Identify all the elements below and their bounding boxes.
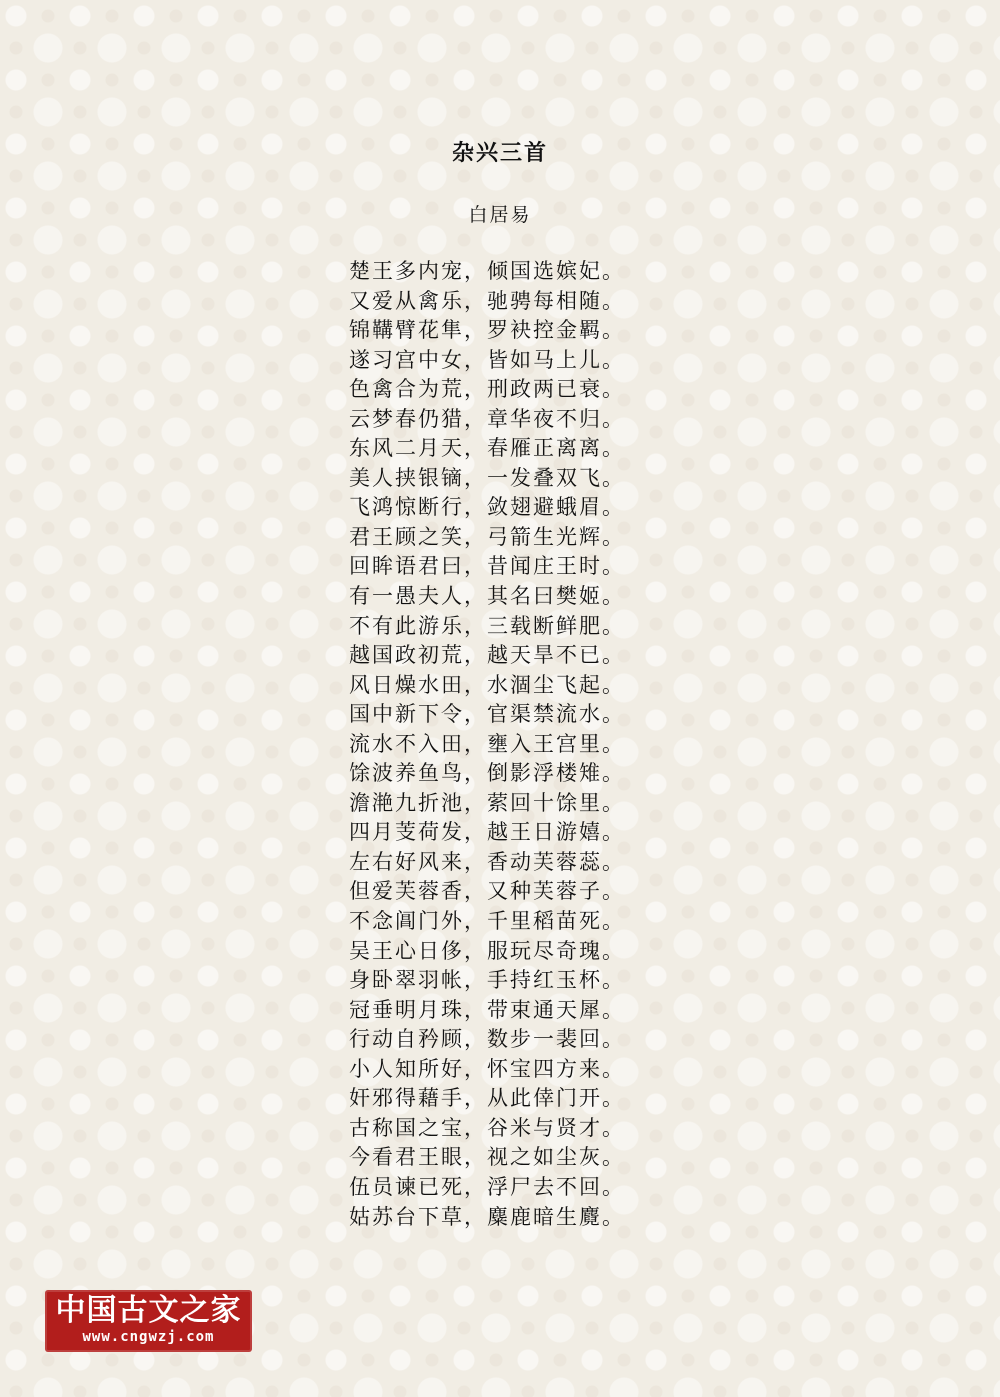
- poem-line: 身卧翠羽帐，手持红玉杯。: [349, 968, 625, 993]
- poem-line: 姑苏台下草，麋鹿暗生麑。: [349, 1204, 625, 1229]
- poem-line: 吴王心日侈，服玩尽奇瑰。: [349, 938, 625, 963]
- poem-line: 小人知所好，怀宝四方来。: [349, 1056, 625, 1081]
- poem-title: 杂兴三首: [451, 141, 548, 166]
- logo-url: www.cngwzj.com: [82, 1329, 215, 1345]
- poem-line: 国中新下令，官渠禁流水。: [349, 702, 625, 727]
- poem-line: 奸邪得藉手，从此倖门开。: [349, 1086, 625, 1111]
- poem-line: 风日燥水田，水涸尘飞起。: [349, 672, 625, 697]
- poem-line: 但爱芙蓉香，又种芙蓉子。: [349, 879, 625, 904]
- poem-line: 流水不入田，壅入王宫里。: [349, 731, 625, 756]
- poem-line: 又爱从禽乐，驰骋每相随。: [349, 288, 625, 313]
- poem-line: 云梦春仍猎，章华夜不归。: [349, 406, 625, 431]
- poem-line: 遂习宫中女，皆如马上儿。: [349, 347, 625, 372]
- poem-line: 君王顾之笑，弓箭生光辉。: [349, 524, 625, 549]
- poem-line: 色禽合为荒，刑政两已衰。: [349, 377, 625, 402]
- poem-line: 回眸语君曰，昔闻庄王时。: [349, 554, 625, 579]
- poem-line: 澹滟九折池，萦回十馀里。: [349, 790, 625, 815]
- poem-line: 锦鞲臂花隼，罗袂控金羁。: [349, 318, 625, 343]
- poem-line: 楚王多内宠，倾国选嫔妃。: [349, 259, 625, 283]
- poem-line: 越国政初荒，越天旱不已。: [349, 643, 625, 668]
- poem-author: 白居易: [468, 204, 532, 226]
- poem-line: 今看君王眼，视之如尘灰。: [349, 1145, 625, 1170]
- poem-line: 飞鸿惊断行，敛翅避蛾眉。: [349, 495, 625, 520]
- poem-line: 馀波养鱼鸟，倒影浮楼雉。: [349, 761, 625, 786]
- logo-name: 中国古文之家: [55, 1293, 242, 1328]
- poem-line: 不念阊门外，千里稻苗死。: [349, 909, 625, 934]
- poem-line: 冠垂明月珠，带束通天犀。: [349, 997, 625, 1022]
- poem-line: 美人挟银镝，一发叠双飞。: [349, 465, 625, 490]
- poem-line: 左右好风来，香动芙蓉蕊。: [349, 849, 625, 874]
- poem-body: [349, 257, 669, 1232]
- poem-line: 有一愚夫人，其名曰樊姬。: [349, 584, 625, 609]
- poem-line: 行动自矜顾，数步一裴回。: [349, 1027, 625, 1052]
- poem-line: 东风二月天，春雁正离离。: [349, 436, 625, 461]
- poem-line: 伍员谏已死，浮尸去不回。: [349, 1174, 625, 1199]
- poem-line: 四月芰荷发，越王日游嬉。: [349, 820, 625, 845]
- site-logo-stamp[interactable]: [45, 1290, 252, 1352]
- poem-line: 不有此游乐，三载断鲜肥。: [349, 613, 625, 638]
- poem-line: 古称国之宝，谷米与贤才。: [349, 1115, 625, 1140]
